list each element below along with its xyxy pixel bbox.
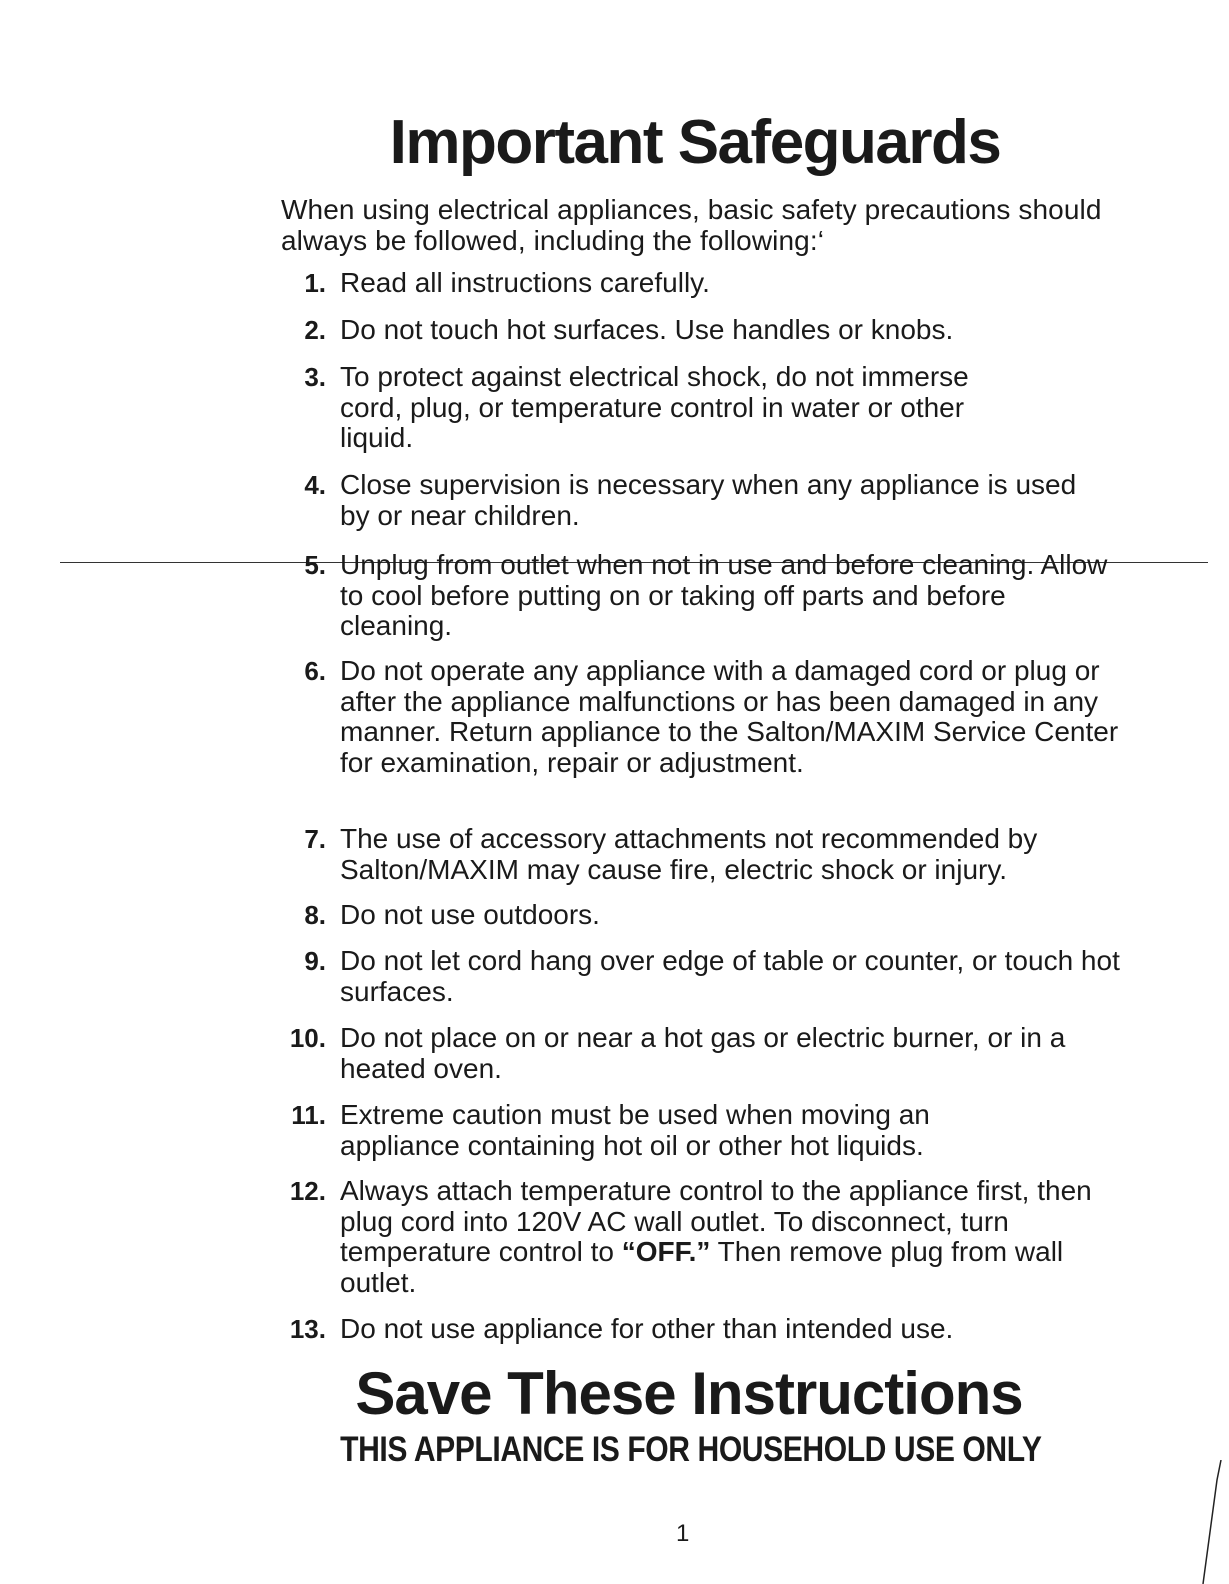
item-number: 8. [304, 900, 326, 930]
item-text-12-after: Then remove plug from wall outlet. [340, 1236, 1064, 1298]
page-number: 1 [676, 1520, 690, 1547]
item-number: 11. [291, 1100, 326, 1130]
item-text: Do not let cord hang over edge of table or counter, or touch hot surfaces. [340, 945, 1120, 1007]
item-text: Do not place on or near a hot gas or electric burner, or in a heated oven. [340, 1022, 1066, 1084]
item-number: 13. [289, 1314, 326, 1344]
page-edge-line [1189, 1460, 1229, 1584]
household-notice: THIS APPLIANCE IS FOR HOUSEHOLD USE ONLY [340, 1430, 1042, 1469]
item-number: 6. [304, 656, 326, 686]
item-number: 10. [289, 1023, 326, 1053]
save-instructions-heading: Save These Instructions [355, 1360, 1023, 1427]
item-text: Do not use appliance for other than intended use. [340, 1313, 954, 1344]
item-text: Do not touch hot surfaces. Use handles or knobs. [340, 314, 954, 345]
item-text: To protect against electrical shock, do not immerse cord, plug, or temperature control in water or other liquid. [340, 361, 969, 453]
item-text: Unplug from outlet when not in use and before cleaning. Allow to cool before putting on or taking off parts and before cleaning. [340, 549, 1108, 641]
item-text: The use of accessory attachments not recommended by Salton/MAXIM may cause fire, electric shock or injury. [340, 823, 1038, 885]
item-number: 1. [304, 268, 326, 298]
item-number: 2. [304, 315, 326, 345]
item-text: Close supervision is necessary when any appliance is used by or near children. [340, 469, 1077, 531]
item-text: Do not operate any appliance with a damaged cord or plug or after the appliance malfunctions or has been damaged in any manner. Return appliance to the Salton/MAXIM Service Center for examination, repair or adjustment. [340, 655, 1119, 778]
off-label: “OFF.” [621, 1236, 711, 1267]
page-title: Important Safeguards [389, 108, 1001, 177]
item-text: Read all instructions carefully. [340, 267, 710, 298]
item-number: 3. [304, 362, 326, 392]
item-text-12 [340, 1176, 1100, 1298]
item-text: Extreme caution must be used when moving an appliance containing hot oil or other hot liquids. [340, 1099, 930, 1161]
item-text-12-before: Always attach temperature control to the appliance first, then plug cord into 120V AC wall outlet. To disconnect, turn temperature control to [340, 1175, 1092, 1267]
item-number: 4. [304, 470, 326, 500]
intro-paragraph: When using electrical appliances, basic safety precautions should always be followed, including the following:‘ [281, 194, 1102, 256]
item-number: 12. [289, 1176, 326, 1206]
item-number: 7. [304, 824, 326, 854]
item-text: Do not use outdoors. [340, 899, 600, 930]
item-number: 5. [304, 550, 326, 580]
item-number: 9. [304, 946, 326, 976]
